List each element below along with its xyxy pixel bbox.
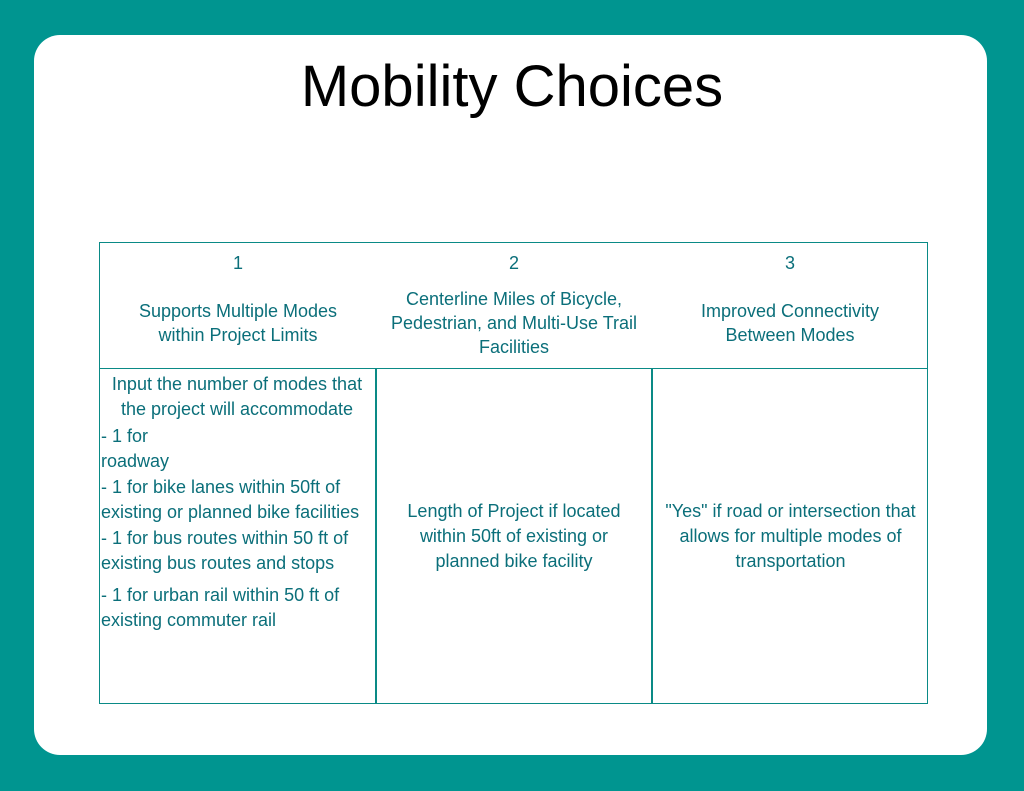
column-number: 3 [784, 253, 795, 273]
header-column-2 [376, 243, 652, 367]
header-column-1 [100, 243, 376, 367]
mode-item: - 1 for roadway [101, 426, 170, 471]
connectivity-criteria: "Yes" if road or intersection that allows for multiple modes of transportation [665, 500, 916, 571]
mode-item: - 1 for bus routes within 50 ft of existing bus routes and stops [101, 528, 349, 573]
table-cell-length [378, 369, 650, 703]
criteria-table [99, 242, 928, 704]
header-column-3 [652, 243, 928, 367]
slide-title: Mobility Choices [300, 54, 724, 119]
column-label: Supports Multiple Modes within Project Limits [138, 301, 338, 345]
mode-item: - 1 for bike lanes within 50ft of existing or planned bike facilities [101, 477, 360, 522]
column-label: Improved Connectivity Between Modes [700, 301, 880, 345]
mode-item: - 1 for urban rail within 50 ft of existing commuter rail [101, 585, 340, 630]
column-number: 2 [508, 253, 519, 273]
table-cell-connectivity [653, 369, 928, 703]
table-cell-modes [101, 369, 373, 703]
column-number: 1 [232, 253, 243, 273]
table-header-row [100, 243, 927, 369]
length-criteria: Length of Project if located within 50ft of existing or planned bike facility [407, 500, 621, 571]
column-label: Centerline Miles of Bicycle, Pedestrian, and Multi-Use Trail Facilities [390, 289, 638, 357]
modes-instruction: Input the number of modes that the project will accommodate [111, 374, 363, 419]
column-divider [375, 369, 377, 703]
